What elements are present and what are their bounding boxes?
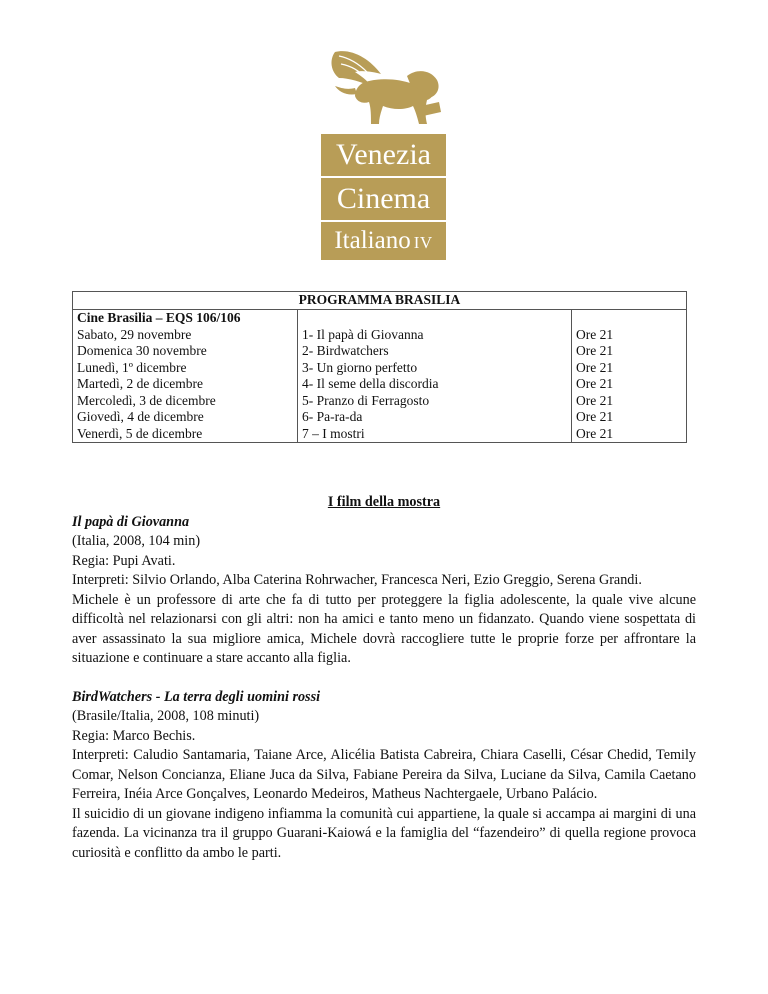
film-cast: Interpreti: Silvio Orlando, Alba Caterina Rohrwacher, Francesca Neri, Ezio Greggio, Serena Grandi. xyxy=(72,572,642,588)
film-info: (Brasile/Italia, 2008, 108 minuti) xyxy=(72,708,260,724)
date-cell: Domenica 30 novembre xyxy=(77,343,207,358)
films-column xyxy=(298,310,572,443)
film-cell: 3- Un giorno perfetto xyxy=(302,359,418,375)
logo-line-italiano: Italiano IV xyxy=(321,222,446,260)
winged-lion-icon xyxy=(321,48,446,130)
section-title: I film della mostra xyxy=(327,494,441,510)
date-cell: Martedì, 2 de dicembre xyxy=(77,376,203,391)
film-cell: 7 – I mostri xyxy=(302,425,365,441)
programme-table xyxy=(72,291,687,443)
film-title: BirdWatchers - La terra degli uomini rossi xyxy=(72,688,321,705)
date-cell: Lunedì, 1º dicembre xyxy=(77,359,187,375)
film-entry xyxy=(72,513,696,669)
film-synopsis: Il suicidio di un giovane indigeno infiamma la comunità cui appartiene, la quale si accampa ai margini di una fazenda. La vicinanza tra il gruppo Guarani-Kaiowá e la famiglia del “fazendeiro” di quella regione provoca curiosità e conflitto da ambo le parti. xyxy=(72,805,696,861)
films-section xyxy=(72,493,696,863)
time-cell: Ore 21 xyxy=(576,425,614,441)
film-cell: 6- Pa-ra-da xyxy=(302,409,363,424)
programme-body-row xyxy=(73,310,687,443)
film-cell: 2- Birdwatchers xyxy=(302,343,389,358)
date-cell: Sabato, 29 novembre xyxy=(77,326,192,342)
film-cast: Interpreti: Caludio Santamaria, Taiane Arce, Alicélia Batista Cabreira, Chiara Caselli, César Chedid, Temily Comar, Nelson Concianza, Eliane Juca da Silva, Fabiane Pereira da Silva, Luciane da Silva, Camila Caetano Ferreira, Inéia Arce Gonçalves, Leonardo Medeiros, Matheus Nachtergaele, Urbano Palácio. xyxy=(72,747,696,802)
film-entry xyxy=(72,688,696,864)
programme-title-row xyxy=(73,292,687,310)
venue-label: Cine Brasilia – EQS 106/106 xyxy=(77,310,241,325)
film-title: Il papà di Giovanna xyxy=(72,513,190,530)
film-director: Regia: Marco Bechis. xyxy=(72,727,196,744)
film-synopsis: Michele è un professore di arte che fa di tutto per proteggere la figlia adolescente, la quale vive alcune difficoltà nel relazionarsi con gli altri: non ha amici e tanto meno un fidanzato. Quando viene sospettata di aver assassinato la sua migliore amica, Michele dovrà raccogliere tutte le proprie forze per affrontare la situazione e continuare a stare accanto alla figlia. xyxy=(72,591,696,666)
film-cell: 4- Il seme della discordia xyxy=(302,376,439,391)
festival-logo xyxy=(321,48,446,260)
date-cell: Giovedì, 4 de dicembre xyxy=(77,409,204,424)
logo-line-cinema: Cinema xyxy=(321,178,446,220)
times-column xyxy=(572,310,687,443)
time-cell: Ore 21 xyxy=(576,392,614,408)
time-cell: Ore 21 xyxy=(576,326,614,342)
film-info: (Italia, 2008, 104 min) xyxy=(72,533,201,549)
programme-title: PROGRAMMA BRASILIA xyxy=(73,292,687,310)
time-cell: Ore 21 xyxy=(576,343,614,358)
film-cell: 1- Il papà di Giovanna xyxy=(302,326,424,342)
film-cell: 5- Pranzo di Ferragosto xyxy=(302,392,430,408)
date-cell: Venerdì, 5 de dicembre xyxy=(77,425,203,441)
time-cell: Ore 21 xyxy=(576,376,614,391)
film-director: Regia: Pupi Avati. xyxy=(72,552,176,569)
time-cell: Ore 21 xyxy=(576,409,614,424)
time-cell: Ore 21 xyxy=(576,359,614,375)
logo-numeral: IV xyxy=(413,233,433,252)
days-column xyxy=(73,310,298,443)
date-cell: Mercoledì, 3 de dicembre xyxy=(77,392,216,408)
logo-line-venezia: Venezia xyxy=(321,134,446,176)
